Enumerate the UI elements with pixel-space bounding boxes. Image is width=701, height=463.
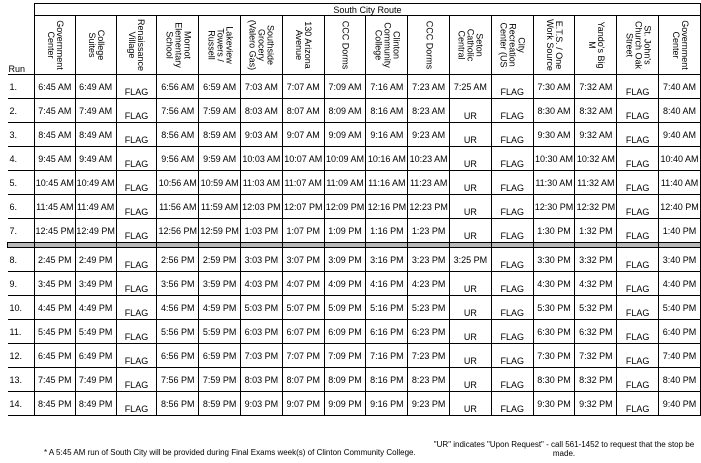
- time-cell: 8:16 AM: [366, 99, 408, 123]
- time-cell: 5:40 PM: [659, 296, 701, 320]
- time-cell: 7:32 AM: [575, 75, 617, 99]
- time-cell: 11:03 AM: [240, 171, 282, 195]
- run-number: 10.: [8, 296, 35, 320]
- time-cell: 9:30 PM: [533, 392, 575, 416]
- flag-stop-cell: FLAG: [617, 320, 659, 344]
- time-cell: 9:03 AM: [240, 123, 282, 147]
- run-number: 2.: [8, 99, 35, 123]
- time-cell: 12:59 PM: [199, 219, 241, 243]
- time-cell: 7:09 AM: [324, 75, 366, 99]
- time-cell: 7:16 PM: [366, 344, 408, 368]
- time-cell: 8:09 AM: [324, 99, 366, 123]
- time-cell: 9:16 PM: [366, 392, 408, 416]
- time-cell: 7:23 PM: [408, 344, 450, 368]
- time-cell: 8:49 PM: [75, 392, 116, 416]
- time-cell: 9:59 AM: [199, 147, 241, 171]
- flag-stop-cell: FLAG: [116, 75, 157, 99]
- time-cell: 7:07 AM: [282, 75, 324, 99]
- stop-header: [659, 16, 701, 75]
- time-cell: 4:09 PM: [324, 272, 366, 296]
- time-cell: 7:45 AM: [34, 99, 75, 123]
- flag-stop-cell: FLAG: [491, 171, 533, 195]
- time-cell: 11:59 AM: [199, 195, 241, 219]
- time-cell: 4:32 PM: [575, 272, 617, 296]
- time-cell: 4:23 PM: [408, 272, 450, 296]
- time-cell: 6:03 PM: [240, 320, 282, 344]
- flag-stop-cell: FLAG: [491, 195, 533, 219]
- time-cell: 6:16 PM: [366, 320, 408, 344]
- time-cell: 2:59 PM: [199, 248, 241, 272]
- time-cell: 8:56 PM: [157, 392, 199, 416]
- time-cell: 1:09 PM: [324, 219, 366, 243]
- time-cell: 1:40 PM: [659, 219, 701, 243]
- time-cell: 6:49 AM: [75, 75, 116, 99]
- flag-stop-cell: FLAG: [491, 368, 533, 392]
- flag-stop-cell: FLAG: [116, 344, 157, 368]
- run-number: 4.: [8, 147, 35, 171]
- time-cell: 2:45 PM: [34, 248, 75, 272]
- flag-stop-cell: FLAG: [116, 99, 157, 123]
- table-row: [8, 147, 701, 171]
- flag-stop-cell: FLAG: [617, 296, 659, 320]
- time-cell: 3:59 PM: [199, 272, 241, 296]
- time-cell: 3:40 PM: [659, 248, 701, 272]
- flag-stop-cell: FLAG: [617, 392, 659, 416]
- time-cell: 8:40 AM: [659, 99, 701, 123]
- time-cell: 9:09 AM: [324, 123, 366, 147]
- flag-stop-cell: FLAG: [491, 248, 533, 272]
- time-cell: 12:49 PM: [75, 219, 116, 243]
- time-cell: 4:49 PM: [75, 296, 116, 320]
- flag-stop-cell: FLAG: [116, 296, 157, 320]
- run-number: 14.: [8, 392, 35, 416]
- upon-request-cell: UR: [450, 171, 492, 195]
- time-cell: 8:32 AM: [575, 99, 617, 123]
- stop-header: [34, 16, 75, 75]
- time-cell: 5:59 PM: [199, 320, 241, 344]
- time-cell: 3:49 PM: [75, 272, 116, 296]
- time-cell: 2:56 PM: [157, 248, 199, 272]
- upon-request-cell: UR: [450, 195, 492, 219]
- flag-stop-cell: FLAG: [116, 171, 157, 195]
- time-cell: 8:45 AM: [34, 123, 75, 147]
- time-cell: 2:49 PM: [75, 248, 116, 272]
- flag-stop-cell: FLAG: [617, 195, 659, 219]
- table-row: [8, 75, 701, 99]
- corner-cell: [8, 4, 35, 16]
- flag-stop-cell: FLAG: [491, 272, 533, 296]
- time-cell: 4:07 PM: [282, 272, 324, 296]
- time-cell: 11:56 AM: [157, 195, 199, 219]
- time-cell: 10:59 AM: [199, 171, 241, 195]
- time-cell: 6:45 PM: [34, 344, 75, 368]
- time-cell: 9:09 PM: [324, 392, 366, 416]
- time-cell: 3:30 PM: [533, 248, 575, 272]
- time-cell: 1:32 PM: [575, 219, 617, 243]
- upon-request-cell: UR: [450, 147, 492, 171]
- time-cell: 6:45 AM: [34, 75, 75, 99]
- time-cell: 7:23 AM: [408, 75, 450, 99]
- stop-header: [199, 16, 241, 75]
- flag-stop-cell: FLAG: [116, 368, 157, 392]
- upon-request-cell: UR: [450, 368, 492, 392]
- time-cell: 8:23 PM: [408, 368, 450, 392]
- stop-header: [450, 16, 492, 75]
- flag-stop-cell: FLAG: [491, 219, 533, 243]
- time-cell: 7:30 AM: [533, 75, 575, 99]
- time-cell: 8:59 PM: [199, 392, 241, 416]
- time-cell: 9:30 AM: [533, 123, 575, 147]
- time-cell: 8:49 AM: [75, 123, 116, 147]
- run-number: 3.: [8, 123, 35, 147]
- time-cell: 6:30 PM: [533, 320, 575, 344]
- stop-header-label: E.T.S. / One Work Source: [545, 19, 565, 71]
- time-cell: 3:09 PM: [324, 248, 366, 272]
- time-cell: 5:45 PM: [34, 320, 75, 344]
- time-cell: 5:03 PM: [240, 296, 282, 320]
- time-cell: 8:03 AM: [240, 99, 282, 123]
- time-cell: 8:59 AM: [199, 123, 241, 147]
- time-cell: 3:45 PM: [34, 272, 75, 296]
- time-cell: 3:25 PM: [450, 248, 492, 272]
- table-row: [8, 368, 701, 392]
- upon-request-cell: UR: [450, 272, 492, 296]
- upon-request-cell: UR: [450, 219, 492, 243]
- time-cell: 1:07 PM: [282, 219, 324, 243]
- time-cell: 1:30 PM: [533, 219, 575, 243]
- time-cell: 3:03 PM: [240, 248, 282, 272]
- time-cell: 11:09 AM: [324, 171, 366, 195]
- time-cell: 12:07 PM: [282, 195, 324, 219]
- time-cell: 6:59 AM: [199, 75, 241, 99]
- table-row: [8, 392, 701, 416]
- stop-header: [240, 16, 282, 75]
- time-cell: 5:49 PM: [75, 320, 116, 344]
- time-cell: 8:56 AM: [157, 123, 199, 147]
- time-cell: 1:16 PM: [366, 219, 408, 243]
- flag-stop-cell: FLAG: [116, 219, 157, 243]
- stop-header-label: Renaissance Village: [127, 18, 147, 72]
- time-cell: 10:03 AM: [240, 147, 282, 171]
- time-cell: 7:56 AM: [157, 99, 199, 123]
- time-cell: 1:23 PM: [408, 219, 450, 243]
- time-cell: 1:03 PM: [240, 219, 282, 243]
- time-cell: 6:07 PM: [282, 320, 324, 344]
- table-row: [8, 344, 701, 368]
- flag-stop-cell: FLAG: [116, 147, 157, 171]
- flag-stop-cell: FLAG: [617, 123, 659, 147]
- time-cell: 9:23 PM: [408, 392, 450, 416]
- time-cell: 11:16 AM: [366, 171, 408, 195]
- flag-stop-cell: FLAG: [491, 99, 533, 123]
- table-row: [8, 195, 701, 219]
- upon-request-cell: UR: [450, 392, 492, 416]
- run-number: 8.: [8, 248, 35, 272]
- stop-header-label: Government Center: [45, 20, 65, 70]
- time-cell: 6:56 AM: [157, 75, 199, 99]
- stop-header-label: 130 Arizona Avenue: [294, 21, 314, 69]
- table-row: [8, 248, 701, 272]
- time-cell: 9:16 AM: [366, 123, 408, 147]
- time-cell: 8:03 PM: [240, 368, 282, 392]
- flag-stop-cell: FLAG: [491, 320, 533, 344]
- stop-header-label: Lakeview Towers / Russell: [206, 26, 235, 64]
- time-cell: 12:23 PM: [408, 195, 450, 219]
- time-cell: 10:30 AM: [533, 147, 575, 171]
- run-number: 11.: [8, 320, 35, 344]
- flag-stop-cell: FLAG: [491, 392, 533, 416]
- stop-header-label: St. John's Church Oak Street: [624, 20, 653, 70]
- time-cell: 4:59 PM: [199, 296, 241, 320]
- time-cell: 7:49 PM: [75, 368, 116, 392]
- time-cell: 7:59 AM: [199, 99, 241, 123]
- time-cell: 5:16 PM: [366, 296, 408, 320]
- time-cell: 4:40 PM: [659, 272, 701, 296]
- stop-header: [491, 16, 533, 75]
- time-cell: 4:45 PM: [34, 296, 75, 320]
- time-cell: 7:59 PM: [199, 368, 241, 392]
- time-cell: 7:40 PM: [659, 344, 701, 368]
- time-cell: 5:56 PM: [157, 320, 199, 344]
- time-cell: 10:32 AM: [575, 147, 617, 171]
- table-row: [8, 320, 701, 344]
- schedule-table: [7, 3, 701, 416]
- stop-header-label: College Suites: [86, 29, 106, 61]
- time-cell: 10:23 AM: [408, 147, 450, 171]
- time-cell: 7:32 PM: [575, 344, 617, 368]
- time-cell: 11:45 AM: [34, 195, 75, 219]
- time-cell: 8:30 PM: [533, 368, 575, 392]
- time-cell: 10:56 AM: [157, 171, 199, 195]
- time-cell: 6:56 PM: [157, 344, 199, 368]
- time-cell: 6:59 PM: [199, 344, 241, 368]
- time-cell: 7:49 AM: [75, 99, 116, 123]
- time-cell: 8:23 AM: [408, 99, 450, 123]
- stop-header-label: City Recreation Center (US: [498, 22, 527, 68]
- table-row: [8, 219, 701, 243]
- time-cell: 12:09 PM: [324, 195, 366, 219]
- stop-header: [75, 16, 116, 75]
- time-cell: 12:45 PM: [34, 219, 75, 243]
- stop-header: [533, 16, 575, 75]
- stop-header: [617, 16, 659, 75]
- table-row: [8, 272, 701, 296]
- flag-stop-cell: FLAG: [116, 392, 157, 416]
- time-cell: 7:56 PM: [157, 368, 199, 392]
- time-cell: 10:09 AM: [324, 147, 366, 171]
- run-number: 7.: [8, 219, 35, 243]
- time-cell: 9:40 AM: [659, 123, 701, 147]
- time-cell: 7:25 AM: [450, 75, 492, 99]
- flag-stop-cell: FLAG: [617, 171, 659, 195]
- time-cell: 11:32 AM: [575, 171, 617, 195]
- stop-header: [408, 16, 450, 75]
- stop-header-label: Clinton Community College: [373, 22, 402, 68]
- upon-request-cell: UR: [450, 296, 492, 320]
- time-cell: 7:09 PM: [324, 344, 366, 368]
- time-cell: 11:23 AM: [408, 171, 450, 195]
- table-row: [8, 99, 701, 123]
- stop-header-label: Government Center: [670, 20, 690, 70]
- time-cell: 3:16 PM: [366, 248, 408, 272]
- flag-stop-cell: FLAG: [491, 123, 533, 147]
- run-number: 9.: [8, 272, 35, 296]
- time-cell: 8:07 PM: [282, 368, 324, 392]
- flag-stop-cell: FLAG: [617, 344, 659, 368]
- stop-header-label: Seton Catholic Central: [456, 28, 485, 62]
- flag-stop-cell: FLAG: [617, 75, 659, 99]
- time-cell: 12:03 PM: [240, 195, 282, 219]
- run-number: 6.: [8, 195, 35, 219]
- time-cell: 9:23 AM: [408, 123, 450, 147]
- time-cell: 5:23 PM: [408, 296, 450, 320]
- upon-request-cell: UR: [450, 320, 492, 344]
- flag-stop-cell: FLAG: [116, 195, 157, 219]
- time-cell: 8:32 PM: [575, 368, 617, 392]
- stop-header-label: Yando's Big M: [586, 21, 606, 69]
- early-run-footnote: * A 5:45 AM run of South City will be provided during Final Exams week(s) of Clinton Community College.: [44, 448, 416, 457]
- time-cell: 10:40 AM: [659, 147, 701, 171]
- time-cell: 9:49 AM: [75, 147, 116, 171]
- time-cell: 9:07 PM: [282, 392, 324, 416]
- time-cell: 4:03 PM: [240, 272, 282, 296]
- upon-request-cell: UR: [450, 123, 492, 147]
- upon-request-cell: UR: [450, 99, 492, 123]
- time-cell: 3:23 PM: [408, 248, 450, 272]
- time-cell: 5:30 PM: [533, 296, 575, 320]
- time-cell: 6:23 PM: [408, 320, 450, 344]
- time-cell: 6:32 PM: [575, 320, 617, 344]
- route-title: South City Route: [34, 4, 700, 16]
- time-cell: 7:30 PM: [533, 344, 575, 368]
- time-cell: 8:09 PM: [324, 368, 366, 392]
- time-cell: 4:56 PM: [157, 296, 199, 320]
- flag-stop-cell: FLAG: [116, 272, 157, 296]
- time-cell: 9:03 PM: [240, 392, 282, 416]
- time-cell: 10:45 AM: [34, 171, 75, 195]
- flag-stop-cell: FLAG: [617, 219, 659, 243]
- time-cell: 12:40 PM: [659, 195, 701, 219]
- time-cell: 9:07 AM: [282, 123, 324, 147]
- stop-header-label: CCC Dorms: [424, 20, 435, 70]
- time-cell: 9:45 AM: [34, 147, 75, 171]
- stop-header-label: Southside Grocery (Valero Gas): [247, 19, 276, 71]
- flag-stop-cell: FLAG: [617, 248, 659, 272]
- time-cell: 9:32 AM: [575, 123, 617, 147]
- time-cell: 11:40 AM: [659, 171, 701, 195]
- time-cell: 5:07 PM: [282, 296, 324, 320]
- time-cell: 7:40 AM: [659, 75, 701, 99]
- time-cell: 10:49 AM: [75, 171, 116, 195]
- time-cell: 9:40 PM: [659, 392, 701, 416]
- flag-stop-cell: FLAG: [617, 272, 659, 296]
- flag-stop-cell: FLAG: [116, 320, 157, 344]
- stop-header: [575, 16, 617, 75]
- upon-request-cell: UR: [450, 344, 492, 368]
- stop-header-label: CCC Dorms: [340, 20, 351, 70]
- time-cell: 9:56 AM: [157, 147, 199, 171]
- time-cell: 7:03 PM: [240, 344, 282, 368]
- time-cell: 5:09 PM: [324, 296, 366, 320]
- time-cell: 9:32 PM: [575, 392, 617, 416]
- flag-stop-cell: FLAG: [116, 123, 157, 147]
- time-cell: 11:49 AM: [75, 195, 116, 219]
- time-cell: 10:16 AM: [366, 147, 408, 171]
- flag-stop-cell: FLAG: [617, 368, 659, 392]
- stop-header: [116, 16, 157, 75]
- time-cell: 7:03 AM: [240, 75, 282, 99]
- run-column-header: Run: [8, 16, 35, 75]
- upon-request-footnote: "UR" indicates "Upon Request" - call 561-1452 to request that the stop be made.: [433, 440, 695, 458]
- stop-header: [157, 16, 199, 75]
- flag-stop-cell: FLAG: [617, 99, 659, 123]
- flag-stop-cell: FLAG: [491, 344, 533, 368]
- time-cell: 8:07 AM: [282, 99, 324, 123]
- time-cell: 6:49 PM: [75, 344, 116, 368]
- time-cell: 3:07 PM: [282, 248, 324, 272]
- time-cell: 12:30 PM: [533, 195, 575, 219]
- time-cell: 4:30 PM: [533, 272, 575, 296]
- time-cell: 11:07 AM: [282, 171, 324, 195]
- flag-stop-cell: FLAG: [491, 296, 533, 320]
- time-cell: 8:30 AM: [533, 99, 575, 123]
- time-cell: 12:56 PM: [157, 219, 199, 243]
- time-cell: 8:16 PM: [366, 368, 408, 392]
- stop-header: [324, 16, 366, 75]
- time-cell: 7:45 PM: [34, 368, 75, 392]
- time-cell: 3:56 PM: [157, 272, 199, 296]
- flag-stop-cell: FLAG: [491, 147, 533, 171]
- time-cell: 7:07 PM: [282, 344, 324, 368]
- stop-header: [366, 16, 408, 75]
- time-cell: 8:40 PM: [659, 368, 701, 392]
- time-cell: 6:40 PM: [659, 320, 701, 344]
- flag-stop-cell: FLAG: [116, 248, 157, 272]
- table-row: [8, 296, 701, 320]
- time-cell: 12:32 PM: [575, 195, 617, 219]
- flag-stop-cell: FLAG: [491, 75, 533, 99]
- stop-header-label: Mornot Elementary School: [164, 22, 193, 68]
- time-cell: 3:32 PM: [575, 248, 617, 272]
- run-number: 12.: [8, 344, 35, 368]
- run-number: 1.: [8, 75, 35, 99]
- time-cell: 5:32 PM: [575, 296, 617, 320]
- run-number: 5.: [8, 171, 35, 195]
- time-cell: 10:07 AM: [282, 147, 324, 171]
- table-row: [8, 123, 701, 147]
- time-cell: 6:09 PM: [324, 320, 366, 344]
- time-cell: 12:16 PM: [366, 195, 408, 219]
- flag-stop-cell: FLAG: [617, 147, 659, 171]
- time-cell: 8:45 PM: [34, 392, 75, 416]
- time-cell: 7:16 AM: [366, 75, 408, 99]
- run-number: 13.: [8, 368, 35, 392]
- time-cell: 4:16 PM: [366, 272, 408, 296]
- stop-header: [282, 16, 324, 75]
- time-cell: 11:30 AM: [533, 171, 575, 195]
- table-row: [8, 171, 701, 195]
